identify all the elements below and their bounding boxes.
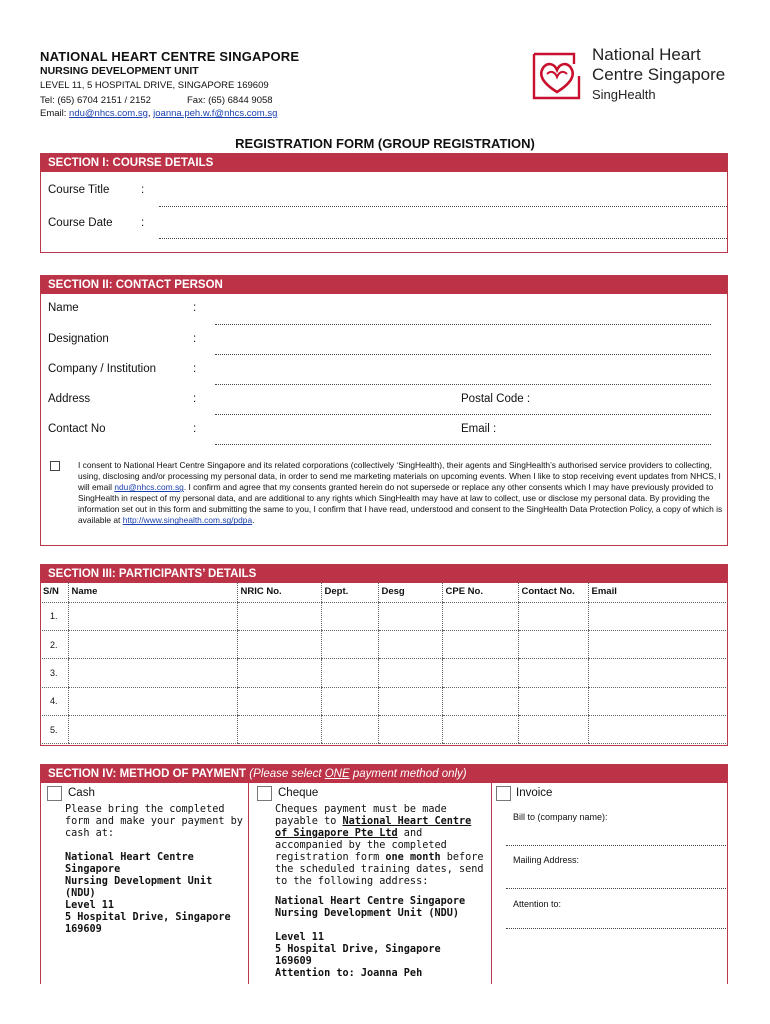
table-cell[interactable]: [378, 602, 442, 630]
table-cell[interactable]: [237, 687, 321, 715]
cheque-text: Cheques payment must be made payable to: [275, 804, 447, 827]
cheque-address-line: Attention to: Joanna Peh: [275, 968, 423, 979]
table-cell[interactable]: [518, 659, 588, 687]
cheque-instructions: [275, 804, 487, 888]
payment-divider: [248, 782, 249, 984]
payment-divider: [491, 782, 492, 984]
cash-address: [65, 852, 245, 936]
row-number: 2.: [40, 630, 68, 658]
email-link-ndu[interactable]: ndu@nhcs.com.sg: [69, 108, 148, 119]
organization-address: LEVEL 11, 5 HOSPITAL DRIVE, SINGAPORE 169609: [40, 80, 269, 91]
cheque-payee: National Heart Centre of Singapore Pte Ltd: [275, 816, 472, 839]
contact-no-field[interactable]: [215, 444, 711, 445]
invoice-title: Invoice: [516, 787, 553, 799]
row-number: 3.: [40, 659, 68, 687]
attention-field[interactable]: [506, 928, 726, 929]
table-cell[interactable]: [588, 716, 728, 744]
consent-text-part1: I consent to National Heart Centre Singapore and its related corporations (collectively ‘SingHealth), their agents and SingHealth’s authorised service providers to collecting, using, disclosing and/or processing my personal data, in order to send me marketing materials on upcoming events. When I like to stop receiving event updates from NHCS, I will email: [78, 460, 721, 493]
colon: :: [193, 302, 197, 314]
organization-tel: Tel: (65) 6704 2151 / 2152: [40, 95, 151, 106]
table-cell[interactable]: [68, 602, 237, 630]
table-cell[interactable]: [442, 602, 518, 630]
cash-address-line: Nursing Development Unit (NDU): [65, 876, 213, 899]
cash-instructions: Please bring the completed form and make your payment by cash at:: [65, 804, 243, 839]
course-title-label: Course Title: [48, 184, 110, 196]
name-field[interactable]: [215, 324, 711, 325]
table-cell[interactable]: [378, 630, 442, 658]
column-header: NRIC No.: [237, 582, 321, 602]
designation-label: Designation: [48, 333, 109, 345]
consent-checkbox[interactable]: [50, 461, 60, 471]
table-cell[interactable]: [237, 602, 321, 630]
cheque-text: and accompanied by the completed registration form: [275, 828, 447, 863]
table-cell[interactable]: [68, 659, 237, 687]
note-one: ONE: [324, 768, 350, 780]
organization-unit: NURSING DEVELOPMENT UNIT: [40, 65, 199, 77]
email-label: Email :: [461, 423, 497, 435]
cheque-deadline: one month: [385, 852, 441, 863]
cash-checkbox[interactable]: [47, 786, 62, 801]
table-cell[interactable]: [518, 716, 588, 744]
table-cell[interactable]: [518, 687, 588, 715]
name-label: Name: [48, 302, 79, 314]
table-cell[interactable]: [442, 630, 518, 658]
column-header: Dept.: [321, 582, 378, 602]
table-row: [40, 687, 728, 715]
consent-text-part2: . I confirm and agree that my consents granted herein do not supersede or replace any other consents which I may have previously provided to SingHealth in respect of my personal data, and are additional to any rights which SingHealth may have at law to collect, use or disclose my personal data. By providing the information set out in this form and submitting the same to you, I confirm that I have read, understood and consent to the SingHealth Data Protection Policy, a copy of which is available at: [78, 482, 723, 526]
course-date-field[interactable]: [159, 238, 727, 239]
course-date-label: Course Date: [48, 217, 113, 229]
table-cell[interactable]: [378, 659, 442, 687]
table-cell[interactable]: [321, 716, 378, 744]
column-header: Email: [588, 582, 728, 602]
table-cell[interactable]: [237, 659, 321, 687]
table-row: [40, 630, 728, 658]
section-heading-note: [249, 768, 466, 780]
colon: :: [193, 363, 197, 375]
table-cell[interactable]: [321, 659, 378, 687]
course-title-field[interactable]: [159, 206, 727, 207]
section-heading: SECTION I: COURSE DETAILS: [41, 154, 727, 172]
consent-text-part3: .: [252, 515, 255, 526]
table-header-row: [40, 582, 728, 602]
table-cell[interactable]: [378, 687, 442, 715]
organization-name: NATIONAL HEART CENTRE SINGAPORE: [40, 49, 300, 64]
bill-to-field[interactable]: [506, 845, 726, 846]
column-header: CPE No.: [442, 582, 518, 602]
mailing-address-label: Mailing Address:: [513, 855, 580, 865]
table-cell[interactable]: [442, 659, 518, 687]
table-cell[interactable]: [518, 602, 588, 630]
colon: :: [193, 423, 197, 435]
email-separator: ,: [147, 108, 151, 119]
company-label: Company / Institution: [48, 363, 157, 375]
postal-code-label: Postal Code :: [461, 393, 531, 405]
table-cell[interactable]: [237, 630, 321, 658]
table-cell[interactable]: [588, 687, 728, 715]
note-pre: (Please select: [249, 768, 325, 780]
address-field[interactable]: [215, 414, 711, 415]
column-header: Contact No.: [518, 582, 588, 602]
table-cell[interactable]: [68, 687, 237, 715]
section-course-details: [40, 153, 728, 253]
section-heading: [41, 765, 727, 783]
table-cell[interactable]: [588, 630, 728, 658]
section-heading-text: SECTION IV: METHOD OF PAYMENT: [48, 768, 247, 780]
invoice-checkbox[interactable]: [496, 786, 511, 801]
heart-logo-icon: [529, 48, 585, 104]
column-header: Name: [68, 582, 237, 602]
logo-text-line2: Centre Singapore: [592, 65, 726, 84]
consent-email-link[interactable]: ndu@nhcs.com.sg: [114, 482, 184, 493]
bill-to-label: Bill to (company name):: [513, 812, 608, 822]
table-row: [40, 602, 728, 630]
table-cell[interactable]: [68, 630, 237, 658]
colon: :: [141, 184, 145, 196]
consent-text: [78, 460, 723, 527]
row-number: 5.: [40, 716, 68, 744]
company-field[interactable]: [215, 384, 711, 385]
organization-email: [40, 108, 277, 119]
table-row: [40, 716, 728, 744]
colon: :: [193, 333, 197, 345]
mailing-address-field[interactable]: [506, 888, 726, 889]
colon: :: [141, 217, 145, 229]
cheque-text: before the scheduled training dates, send to the following address:: [275, 852, 484, 887]
section-heading: SECTION II: CONTACT PERSON: [41, 276, 727, 294]
logo-text-line1: National Heart: [592, 45, 701, 64]
column-header: Desg: [378, 582, 442, 602]
table-cell[interactable]: [321, 630, 378, 658]
pdpa-link[interactable]: http://www.singhealth.com.sg/pdpa: [122, 515, 253, 526]
cheque-address-line: Nursing Development Unit (NDU): [275, 908, 460, 919]
table-cell[interactable]: [442, 716, 518, 744]
note-post: payment method only): [349, 768, 467, 780]
row-number: 4.: [40, 687, 68, 715]
email-link-joanna[interactable]: joanna.peh.w.f@nhcs.com.sg: [153, 108, 278, 119]
table-cell[interactable]: [321, 602, 378, 630]
cash-address-line: National Heart Centre Singapore: [65, 852, 194, 875]
contact-no-label: Contact No: [48, 423, 106, 435]
table-cell[interactable]: [321, 687, 378, 715]
table-row: [40, 659, 728, 687]
column-header: S/N: [40, 582, 68, 602]
organization-fax: Fax: (65) 6844 9058: [187, 95, 273, 106]
cheque-checkbox[interactable]: [257, 786, 272, 801]
table-cell[interactable]: [588, 602, 728, 630]
logo-text-singhealth: SingHealth: [592, 87, 656, 102]
designation-field[interactable]: [215, 354, 711, 355]
attention-label: Attention to:: [513, 899, 562, 909]
address-label: Address: [48, 393, 91, 405]
table-cell[interactable]: [518, 630, 588, 658]
email-label: Email:: [40, 108, 67, 119]
cheque-address-1: [275, 896, 487, 920]
table-cell[interactable]: [588, 659, 728, 687]
table-cell[interactable]: [378, 716, 442, 744]
cheque-address-line: 169609: [275, 956, 312, 967]
colon: :: [193, 393, 197, 405]
cheque-address-line: 5 Hospital Drive, Singapore: [275, 944, 441, 955]
participants-table: [40, 582, 728, 744]
cash-title: Cash: [68, 787, 95, 799]
cheque-title: Cheque: [278, 787, 319, 799]
section-heading: SECTION III: PARTICIPANTS’ DETAILS: [41, 565, 727, 583]
cash-address-line: Level 11: [65, 900, 115, 911]
cheque-address-line: National Heart Centre Singapore: [275, 896, 466, 907]
table-cell[interactable]: [68, 716, 237, 744]
form-title: REGISTRATION FORM (GROUP REGISTRATION): [235, 136, 535, 151]
cash-address-line: 5 Hospital Drive, Singapore 169609: [65, 912, 231, 935]
cheque-address-2: [275, 932, 487, 980]
table-cell[interactable]: [442, 687, 518, 715]
table-cell[interactable]: [237, 716, 321, 744]
cheque-address-line: Level 11: [275, 932, 325, 943]
row-number: 1.: [40, 602, 68, 630]
